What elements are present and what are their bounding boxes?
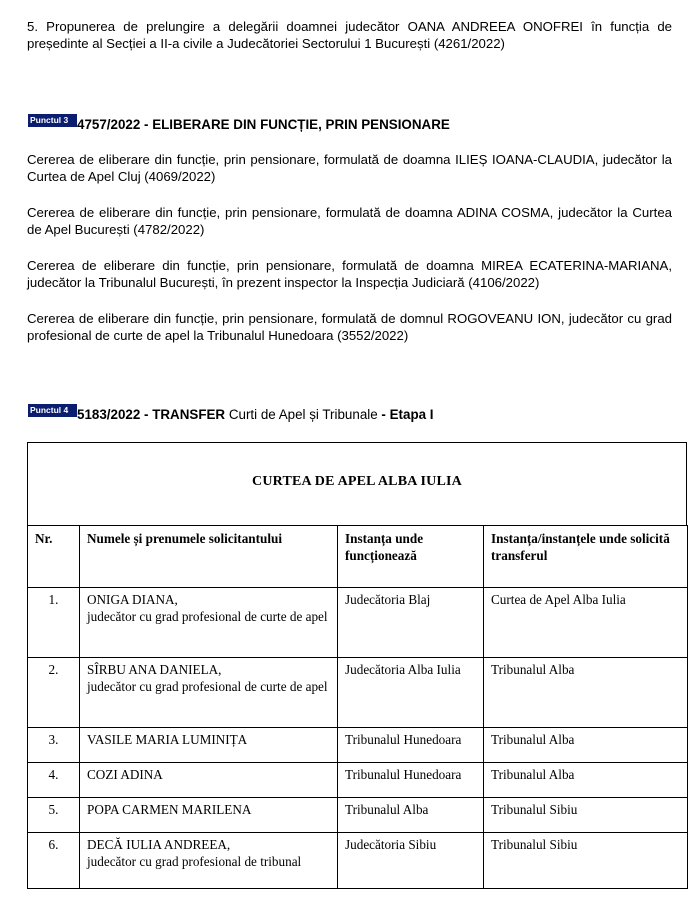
- section-4-badge: Punctul 4: [28, 404, 77, 417]
- table-row: [28, 763, 688, 798]
- applicant-name: COZI ADINA: [87, 767, 163, 782]
- row-applicant: [80, 728, 338, 763]
- section-3-heading: [28, 114, 450, 132]
- court-header-box: [27, 442, 687, 526]
- section-3-badge: Punctul 3: [28, 114, 77, 127]
- table-row: [28, 833, 688, 889]
- applicant-name: SÎRBU ANA DANIELA,: [87, 662, 222, 677]
- row-current-court: Judecătoria Sibiu: [338, 833, 484, 889]
- applicant-name: VASILE MARIA LUMINIȚA: [87, 732, 248, 747]
- section-4-title-mid: Curti de Apel și Tribunale: [228, 407, 378, 422]
- row-nr: 3.: [28, 728, 80, 763]
- row-applicant: [80, 763, 338, 798]
- header-current-court: Instanța unde funcționează: [338, 526, 484, 588]
- section-3-item-2: Cererea de eliberare din funcție, prin pensionare, formulată de doamna ADINA COSMA, judecător la Curtea de Apel București (4782/2022): [27, 205, 672, 237]
- table-row: [28, 728, 688, 763]
- header-nr: Nr.: [28, 526, 80, 588]
- section-3-item-3: Cererea de eliberare din funcție, prin pensionare, formulată de doamna MIREA ECATERINA-MARIANA, judecător la Tribunalul București, în prezent inspector la Inspecția Judiciară (4106/2022): [27, 258, 672, 290]
- section-4-title-suffix: - Etapa I: [377, 407, 434, 422]
- section-4-heading: [28, 404, 434, 422]
- intro-item: 5. Propunerea de prelungire a delegării doamnei judecător OANA ANDREEA ONOFREI în funcția de președinte al Secției a II-a civile a Judecătoriei Sectorului 1 București (4261/2022): [27, 19, 672, 51]
- row-requested-court: Curtea de Apel Alba Iulia: [484, 588, 688, 658]
- row-requested-court: Tribunalul Alba: [484, 658, 688, 728]
- row-current-court: Tribunalul Hunedoara: [338, 728, 484, 763]
- table-header-row: [28, 526, 688, 588]
- applicant-role: judecător cu grad profesional de tribunal: [87, 853, 302, 869]
- row-nr: 6.: [28, 833, 80, 889]
- row-applicant: [80, 798, 338, 833]
- applicant-name: POPA CARMEN MARILENA: [87, 802, 252, 817]
- row-applicant: [80, 588, 338, 658]
- row-current-court: Tribunalul Hunedoara: [338, 763, 484, 798]
- transfer-table: [27, 525, 688, 889]
- applicant-name: DECĂ IULIA ANDREEA,: [87, 837, 231, 852]
- row-current-court: Judecătoria Blaj: [338, 588, 484, 658]
- row-current-court: Tribunalul Alba: [338, 798, 484, 833]
- row-requested-court: Tribunalul Alba: [484, 763, 688, 798]
- row-nr: 4.: [28, 763, 80, 798]
- table-row: [28, 588, 688, 658]
- row-nr: 5.: [28, 798, 80, 833]
- applicant-role: judecător cu grad profesional de curte de apel: [87, 608, 328, 624]
- section-4-title-prefix: 5183/2022 - TRANSFER: [77, 407, 229, 422]
- applicant-role: judecător cu grad profesional de curte de apel: [87, 678, 328, 694]
- section-3-title: 4757/2022 - ELIBERARE DIN FUNCȚIE, PRIN PENSIONARE: [77, 117, 450, 132]
- table-row: [28, 658, 688, 728]
- row-applicant: [80, 833, 338, 889]
- row-current-court: Judecătoria Alba Iulia: [338, 658, 484, 728]
- row-requested-court: Tribunalul Sibiu: [484, 798, 688, 833]
- header-requested-court: Instanța/instanțele unde solicită transferul: [484, 526, 688, 588]
- table-row: [28, 798, 688, 833]
- row-applicant: [80, 658, 338, 728]
- row-requested-court: Tribunalul Alba: [484, 728, 688, 763]
- section-3-item-4: Cererea de eliberare din funcție, prin pensionare, formulată de domnul ROGOVEANU ION, judecător cu grad profesional de curte de apel la Tribunalul Hunedoara (3552/2022): [27, 311, 672, 343]
- section-3-item-1: Cererea de eliberare din funcție, prin pensionare, formulată de doamna ILIEȘ IOANA-CLAUDIA, judecător la Curtea de Apel Cluj (4069/2022): [27, 152, 672, 184]
- header-name: Numele și prenumele solicitantului: [80, 526, 338, 588]
- court-title: CURTEA DE APEL ALBA IULIA: [252, 474, 462, 489]
- applicant-name: ONIGA DIANA,: [87, 592, 178, 607]
- row-requested-court: Tribunalul Sibiu: [484, 833, 688, 889]
- row-nr: 1.: [28, 588, 80, 658]
- row-nr: 2.: [28, 658, 80, 728]
